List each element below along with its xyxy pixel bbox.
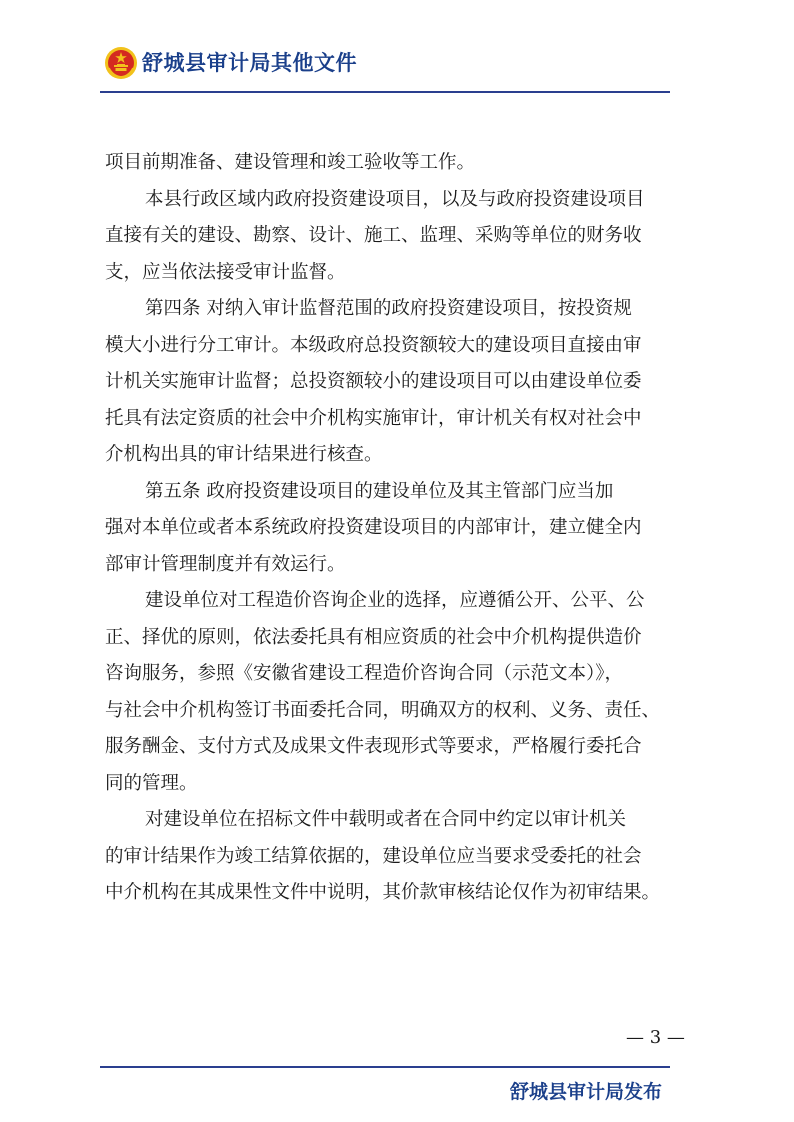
header-title: 舒城县审计局其他文件 [142,51,357,75]
paragraph-article-4: 第四条 对纳入审计监督范围的政府投资建设项目，按投资规 模大小进行分工审计。本级政府总投资额较大的建设项目直接由审 计机关实施审计监督；总投资额较小的建设项目可以由建设单位委 托具有法定资质的社会中介机构实施审计，审计机关有权对社会中 介机构出具的审计结果进行核查。 [105,298,642,465]
paragraph: 项目前期准备、建设管理和竣工验收等工作。 [105,152,476,173]
page-number: — 3 — [626,1027,685,1048]
national-emblem-icon [104,46,138,80]
document-header [100,44,672,84]
paragraph: 对建设单位在招标文件中载明或者在合同中约定以审计机关 的审计结果作为竣工结算依据的，建设单位应当要求受委托的社会 中介机构在其成果性文件中说明，其价款审核结论仅作为初审结果。 [105,809,661,903]
document-body [105,145,693,912]
footer-divider [100,1066,670,1068]
paragraph: 建设单位对工程造价咨询企业的选择，应遵循公开、公平、公 正、择优的原则，依法委托具有相应资质的社会中介机构提供造价 咨询服务，参照《安徽省建设工程造价咨询合同（示范文本）》， 与社会中介机构签订书面委托合同，明确双方的权利、义务、责任、 服务酬金、支付方式及成果文件表现形式等要求，严格履行委托合 同的管理。 [105,590,661,794]
paragraph-article-5: 第五条 政府投资建设项目的建设单位及其主管部门应当加 强对本单位或者本系统政府投资建设项目的内部审计，建立健全内 部审计管理制度并有效运行。 [105,480,642,575]
paragraph: 本县行政区域内政府投资建设项目，以及与政府投资建设项目 直接有关的建设、勘察、设计、施工、监理、采购等单位的财务收 支，应当依法接受审计监督。 [105,188,645,283]
header-divider [100,91,670,93]
footer-title: 舒城县审计局发布 [510,1081,663,1103]
